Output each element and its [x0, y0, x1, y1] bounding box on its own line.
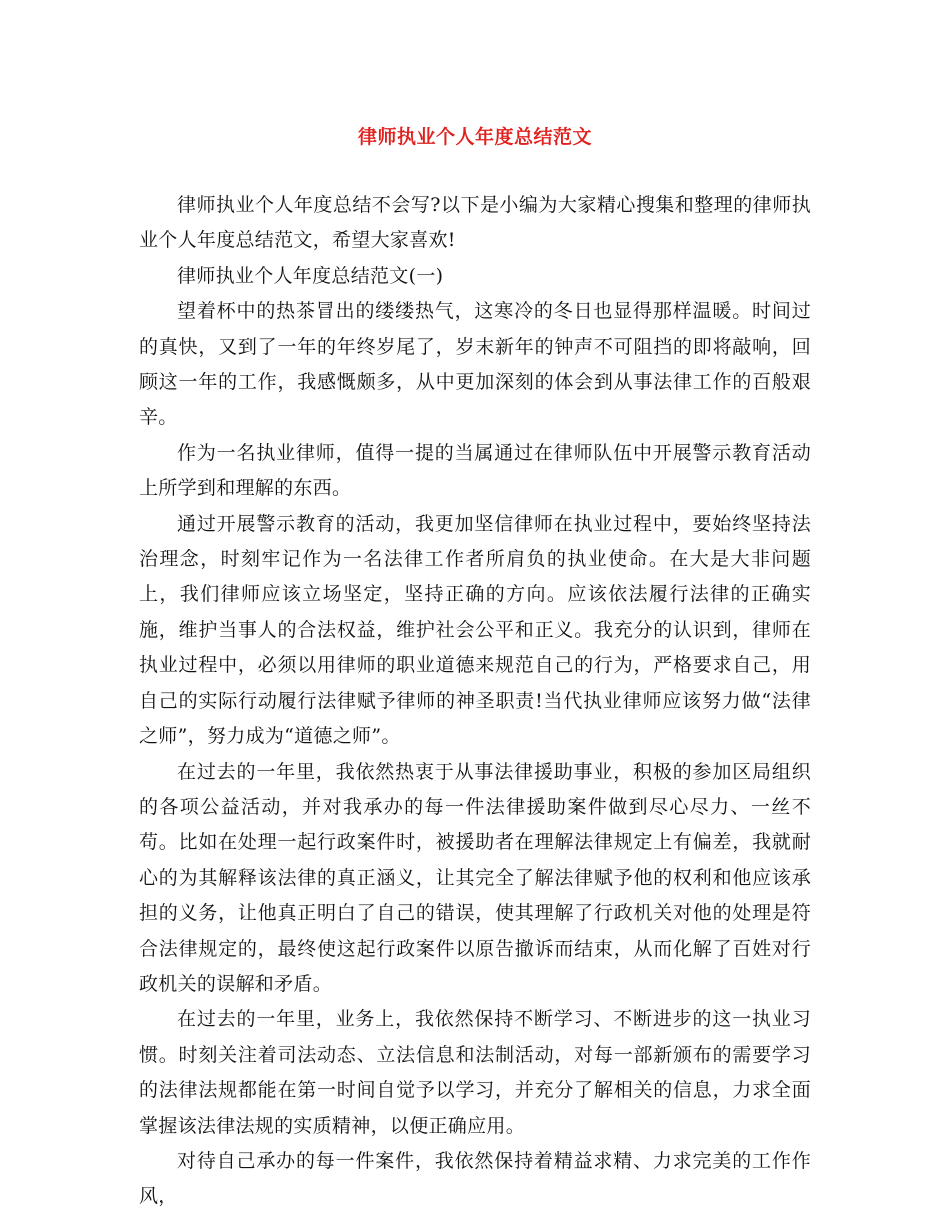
paragraph-intro: 律师执业个人年度总结不会写?以下是小编为大家精心搜集和整理的律师执业个人年度总结范文，希望大家喜欢!: [139, 194, 811, 252]
paragraph: 望着杯中的热茶冒出的缕缕热气，这寒冷的冬日也显得那样温暖。时间过的真快，又到了一年的年终岁尾了，岁末新年的钟声不可阻挡的即将敲响，回顾这一年的工作，我感慨颇多，从中更加深刻的体会到从事法律工作的百般艰辛。: [139, 300, 811, 429]
paragraph: 通过开展警示教育的活动，我更加坚信律师在执业过程中，要始终坚持法治理念，时刻牢记作为一名法律工作者所肩负的执业使命。在大是大非问题上，我们律师应该立场坚定，坚持正确的方向。应该依法履行法律的正确实施，维护当事人的合法权益，维护社会公平和正义。我充分的认识到，律师在执业过程中，必须以用律师的职业道德来规范自己的行为，严格要求自己，用自己的实际行动履行法律赋予律师的神圣职责!当代执业律师应该努力做“法律之师”，努力成为“道德之师”。: [139, 512, 811, 748]
paragraph: 对待自己承办的每一件案件，我依然保持着精益求精、力求完美的工作作风，: [139, 1149, 811, 1208]
document-title: 律师执业个人年度总结范文: [357, 126, 592, 148]
paragraph-subtitle: 律师执业个人年度总结范文(一): [177, 264, 444, 287]
paragraph: 在过去的一年里，业务上，我依然保持不断学习、不断进步的这一执业习惯。时刻关注着司法动态、立法信息和法制活动，对每一部新颁布的需要学习的法律法规都能在第一时间自觉予以学习，并充分了解相关的信息，力求全面掌握该法律法规的实质精神，以便正确应用。: [139, 1008, 811, 1137]
document-body: [139, 188, 811, 1215]
paragraph: 作为一名执业律师，值得一提的当属通过在律师队伍中开展警示教育活动上所学到和理解的东西。: [139, 441, 811, 500]
paragraph: 在过去的一年里，我依然热衷于从事法律援助事业，积极的参加区局组织的各项公益活动，并对我承办的每一件法律援助案件做到尽心尽力、一丝不苟。比如在处理一起行政案件时，被援助者在理解法律规定上有偏差，我就耐心的为其解释该法律的真正涵义，让其完全了解法律赋予他的权利和他应该承担的义务，让他真正明白了自己的错误，使其理解了行政机关对他的处理是符合法律规定的，最终使这起行政案件以原告撤诉而结束，从而化解了百姓对行政机关的误解和矛盾。: [139, 760, 811, 995]
